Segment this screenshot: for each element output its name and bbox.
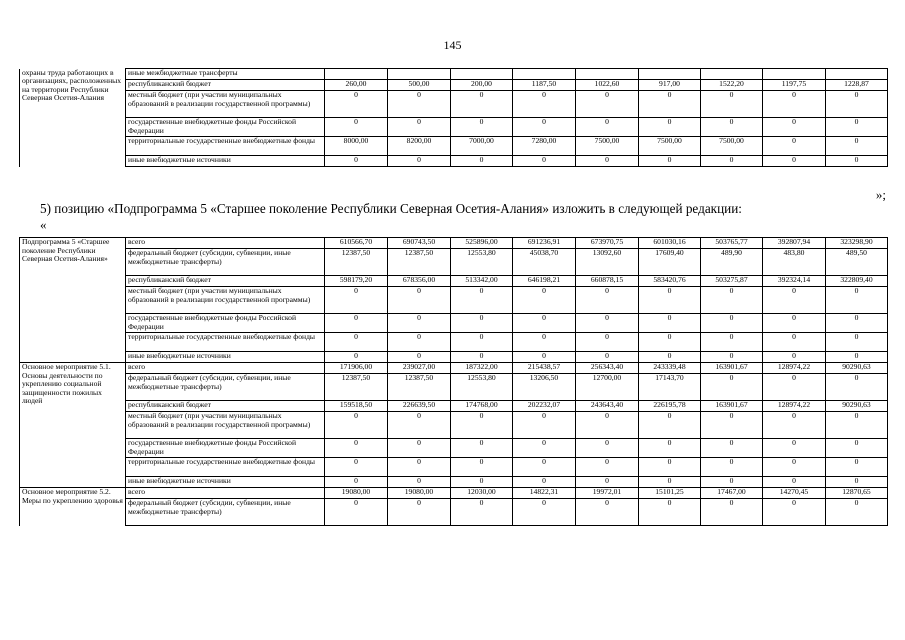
amount-cell: 0 [763, 477, 826, 488]
amount-cell: 392807,94 [763, 238, 826, 249]
amount-cell: 12387,50 [388, 374, 451, 401]
amount-cell: 243643,40 [576, 401, 639, 412]
amount-cell: 0 [325, 439, 388, 458]
amount-cell: 15101,25 [639, 488, 701, 499]
amount-cell: 0 [451, 314, 513, 333]
amount-cell: 489,50 [826, 249, 888, 276]
amount-cell: 7500,00 [701, 137, 763, 156]
amount-cell: 0 [451, 412, 513, 439]
table-row [20, 352, 888, 363]
amount-cell: 0 [639, 314, 701, 333]
amount-cell: 0 [763, 333, 826, 352]
amount-cell [451, 69, 513, 80]
amount-cell: 12030,00 [451, 488, 513, 499]
amount-cell: 0 [701, 499, 763, 526]
amount-cell: 691236,91 [513, 238, 576, 249]
amount-cell: 12387,50 [325, 374, 388, 401]
amount-cell: 12700,00 [576, 374, 639, 401]
program-name-cell: охраны труда работающих в организациях, расположенных на территории Республики Северная Осетия-Алания [20, 69, 126, 167]
amount-cell: 0 [576, 477, 639, 488]
table-row [20, 91, 888, 118]
budget-table-subprogram-5 [19, 237, 888, 526]
amount-cell: 0 [826, 333, 888, 352]
table-row [20, 363, 888, 374]
amount-cell: 0 [763, 156, 826, 167]
amount-cell: 0 [826, 477, 888, 488]
amount-cell: 128974,22 [763, 401, 826, 412]
amount-cell: 0 [576, 439, 639, 458]
amount-cell: 12387,50 [388, 249, 451, 276]
amount-cell: 0 [513, 412, 576, 439]
amount-cell: 0 [826, 118, 888, 137]
amount-cell: 583420,76 [639, 276, 701, 287]
amount-cell: 0 [639, 352, 701, 363]
amount-cell: 215438,57 [513, 363, 576, 374]
funding-source-cell: всего [126, 363, 325, 374]
amount-cell: 0 [576, 156, 639, 167]
funding-source-cell: республиканский бюджет [126, 401, 325, 412]
amount-cell: 0 [826, 499, 888, 526]
amount-cell: 0 [576, 314, 639, 333]
amount-cell: 0 [639, 412, 701, 439]
amount-cell: 0 [513, 287, 576, 314]
amount-cell: 513342,00 [451, 276, 513, 287]
amount-cell: 8000,00 [325, 137, 388, 156]
amount-cell: 200,00 [451, 80, 513, 91]
amount-cell: 0 [639, 477, 701, 488]
table-row [20, 287, 888, 314]
amount-cell: 0 [513, 91, 576, 118]
amount-cell: 0 [826, 458, 888, 477]
amount-cell: 503765,77 [701, 238, 763, 249]
funding-source-cell: иные внебюджетные источники [126, 156, 325, 167]
table-row [20, 499, 888, 526]
table-row [20, 374, 888, 401]
amount-cell: 7000,00 [451, 137, 513, 156]
amount-cell: 14270,45 [763, 488, 826, 499]
amount-cell: 0 [763, 439, 826, 458]
closing-quote-mark: »; [875, 187, 886, 202]
funding-source-cell: федеральный бюджет (субсидии, субвенции, иные межбюджетные трансферты) [126, 249, 325, 276]
amount-cell: 678356,00 [388, 276, 451, 287]
amount-cell [513, 69, 576, 80]
amount-cell: 19080,00 [325, 488, 388, 499]
amount-cell: 322809,40 [826, 276, 888, 287]
amount-cell [639, 69, 701, 80]
table-row [20, 439, 888, 458]
amount-cell: 0 [325, 333, 388, 352]
table-row [20, 401, 888, 412]
table-row [20, 249, 888, 276]
amount-cell: 0 [763, 412, 826, 439]
amount-cell: 159518,50 [325, 401, 388, 412]
amount-cell: 7500,00 [639, 137, 701, 156]
amount-cell: 0 [388, 352, 451, 363]
amount-cell: 0 [826, 156, 888, 167]
amount-cell: 525896,00 [451, 238, 513, 249]
program-name-cell: Подпрограмма 5 «Старшее поколение Республики Северная Осетия-Алания» [20, 238, 126, 363]
amount-cell: 0 [451, 118, 513, 137]
table-row [20, 276, 888, 287]
amount-cell: 0 [388, 412, 451, 439]
funding-source-cell: государственные внебюджетные фонды Российской Федерации [126, 439, 325, 458]
amount-cell: 0 [826, 374, 888, 401]
amount-cell: 0 [701, 439, 763, 458]
amount-cell: 0 [763, 314, 826, 333]
amount-cell: 0 [388, 499, 451, 526]
amount-cell: 256343,40 [576, 363, 639, 374]
amount-cell [701, 69, 763, 80]
amount-cell: 0 [639, 118, 701, 137]
amount-cell: 0 [763, 374, 826, 401]
amount-cell: 610566,70 [325, 238, 388, 249]
amount-cell: 12553,80 [451, 249, 513, 276]
amount-cell: 174768,00 [451, 401, 513, 412]
amount-cell: 1022,60 [576, 80, 639, 91]
amount-cell: 0 [639, 333, 701, 352]
amount-cell: 0 [576, 91, 639, 118]
table-row [20, 458, 888, 477]
amount-cell: 0 [513, 499, 576, 526]
amount-cell [763, 69, 826, 80]
table-row [20, 137, 888, 156]
funding-source-cell: иные внебюджетные источники [126, 477, 325, 488]
amount-cell: 0 [451, 333, 513, 352]
table-row [20, 69, 888, 80]
table-row [20, 314, 888, 333]
amount-cell: 0 [701, 287, 763, 314]
funding-source-cell: республиканский бюджет [126, 80, 325, 91]
amount-cell: 0 [513, 314, 576, 333]
amount-cell: 0 [451, 287, 513, 314]
amount-cell: 0 [576, 412, 639, 439]
amount-cell: 226639,50 [388, 401, 451, 412]
opening-quote-mark: « [40, 217, 47, 232]
amount-cell: 12870,65 [826, 488, 888, 499]
amount-cell: 0 [639, 439, 701, 458]
amount-cell: 0 [325, 287, 388, 314]
amount-cell: 90290,63 [826, 363, 888, 374]
amount-cell: 0 [826, 439, 888, 458]
funding-source-cell: местный бюджет (при участии муниципальных образований в реализации государственной программы) [126, 412, 325, 439]
amount-cell: 0 [639, 287, 701, 314]
budget-table-continuation [19, 68, 888, 167]
amount-cell: 0 [701, 477, 763, 488]
amount-cell: 0 [325, 412, 388, 439]
funding-source-cell: республиканский бюджет [126, 276, 325, 287]
amendment-instruction: 5) позицию «Подпрограмма 5 «Старшее поколение Республики Северная Осетия-Алания» изложить в следующей редакции: [40, 201, 742, 216]
amount-cell: 0 [513, 352, 576, 363]
amount-cell: 392324,14 [763, 276, 826, 287]
amount-cell [826, 69, 888, 80]
amount-cell: 0 [826, 314, 888, 333]
amount-cell: 0 [826, 91, 888, 118]
amount-cell: 598179,20 [325, 276, 388, 287]
amount-cell [388, 69, 451, 80]
table-row [20, 156, 888, 167]
amount-cell: 128974,22 [763, 363, 826, 374]
amount-cell: 0 [388, 439, 451, 458]
amount-cell: 7500,00 [576, 137, 639, 156]
amount-cell: 0 [826, 287, 888, 314]
amount-cell: 503275,87 [701, 276, 763, 287]
amount-cell: 0 [763, 287, 826, 314]
funding-source-cell: иные внебюджетные источники [126, 352, 325, 363]
amount-cell: 0 [576, 333, 639, 352]
amount-cell: 0 [513, 333, 576, 352]
amount-cell: 0 [513, 118, 576, 137]
amount-cell: 0 [388, 458, 451, 477]
amount-cell: 187322,00 [451, 363, 513, 374]
funding-source-cell: территориальные государственные внебюджетные фонды [126, 137, 325, 156]
amount-cell: 0 [388, 118, 451, 137]
amount-cell: 202232,07 [513, 401, 576, 412]
amount-cell: 12553,80 [451, 374, 513, 401]
amount-cell: 19080,00 [388, 488, 451, 499]
amount-cell: 0 [576, 499, 639, 526]
amount-cell: 0 [701, 374, 763, 401]
amount-cell: 0 [576, 352, 639, 363]
funding-source-cell: всего [126, 488, 325, 499]
amount-cell: 1187,50 [513, 80, 576, 91]
amount-cell: 0 [388, 477, 451, 488]
funding-source-cell: государственные внебюджетные фонды Российской Федерации [126, 118, 325, 137]
amount-cell: 12387,50 [325, 249, 388, 276]
amount-cell: 226195,78 [639, 401, 701, 412]
amount-cell: 0 [763, 458, 826, 477]
table-row [20, 477, 888, 488]
amount-cell: 13206,50 [513, 374, 576, 401]
amount-cell: 0 [763, 137, 826, 156]
table-row [20, 488, 888, 499]
table-row [20, 118, 888, 137]
amount-cell: 17143,70 [639, 374, 701, 401]
amount-cell: 0 [513, 439, 576, 458]
amount-cell: 0 [826, 412, 888, 439]
amount-cell: 489,90 [701, 249, 763, 276]
amount-cell: 483,80 [763, 249, 826, 276]
amount-cell [325, 69, 388, 80]
funding-source-cell: территориальные государственные внебюджетные фонды [126, 458, 325, 477]
amount-cell: 323298,90 [826, 238, 888, 249]
amount-cell: 0 [826, 352, 888, 363]
amount-cell: 7280,00 [513, 137, 576, 156]
amount-cell: 646198,21 [513, 276, 576, 287]
amount-cell: 0 [639, 499, 701, 526]
amount-cell: 163901,67 [701, 401, 763, 412]
amount-cell: 0 [388, 333, 451, 352]
amount-cell: 917,00 [639, 80, 701, 91]
funding-source-cell: территориальные государственные внебюджетные фонды [126, 333, 325, 352]
amount-cell: 0 [701, 458, 763, 477]
amount-cell: 660878,15 [576, 276, 639, 287]
amount-cell: 14822,31 [513, 488, 576, 499]
amount-cell: 0 [451, 458, 513, 477]
amount-cell: 0 [325, 352, 388, 363]
amount-cell: 0 [325, 499, 388, 526]
amount-cell: 0 [639, 156, 701, 167]
amount-cell: 0 [701, 314, 763, 333]
amount-cell: 0 [513, 156, 576, 167]
amount-cell: 0 [451, 156, 513, 167]
amount-cell: 163901,67 [701, 363, 763, 374]
amount-cell: 0 [701, 156, 763, 167]
amount-cell: 0 [826, 137, 888, 156]
amount-cell: 239027,00 [388, 363, 451, 374]
amount-cell: 673970,75 [576, 238, 639, 249]
amount-cell: 0 [325, 91, 388, 118]
amount-cell: 0 [639, 91, 701, 118]
amount-cell: 0 [639, 458, 701, 477]
amount-cell: 8200,00 [388, 137, 451, 156]
amount-cell: 0 [388, 287, 451, 314]
amount-cell: 243339,48 [639, 363, 701, 374]
amount-cell: 0 [513, 477, 576, 488]
amount-cell: 45038,70 [513, 249, 576, 276]
funding-source-cell: всего [126, 238, 325, 249]
amount-cell: 0 [576, 287, 639, 314]
amount-cell: 260,00 [325, 80, 388, 91]
amount-cell: 0 [325, 156, 388, 167]
amount-cell: 0 [325, 477, 388, 488]
amount-cell: 0 [388, 156, 451, 167]
amount-cell: 500,00 [388, 80, 451, 91]
amount-cell: 0 [701, 91, 763, 118]
amount-cell: 1522,20 [701, 80, 763, 91]
program-name-cell: Основное мероприятие 5.2. Меры по укреплению здоровья [20, 488, 126, 526]
amount-cell: 0 [325, 458, 388, 477]
table-row [20, 238, 888, 249]
amount-cell: 13092,60 [576, 249, 639, 276]
funding-source-cell: федеральный бюджет (субсидии, субвенции, иные межбюджетные трансферты) [126, 499, 325, 526]
amount-cell: 0 [388, 314, 451, 333]
funding-source-cell: федеральный бюджет (субсидии, субвенции, иные межбюджетные трансферты) [126, 374, 325, 401]
amount-cell: 1197,75 [763, 80, 826, 91]
amount-cell: 19972,01 [576, 488, 639, 499]
funding-source-cell: местный бюджет (при участии муниципальных образований в реализации государственной программы) [126, 91, 325, 118]
amount-cell: 0 [388, 91, 451, 118]
amount-cell: 0 [325, 118, 388, 137]
amount-cell: 0 [701, 352, 763, 363]
funding-source-cell: местный бюджет (при участии муниципальных образований в реализации государственной программы) [126, 287, 325, 314]
amount-cell: 0 [451, 477, 513, 488]
amount-cell: 0 [451, 91, 513, 118]
amount-cell: 0 [451, 352, 513, 363]
amount-cell: 0 [325, 314, 388, 333]
amount-cell: 0 [576, 458, 639, 477]
amount-cell: 0 [763, 352, 826, 363]
table-row [20, 333, 888, 352]
program-name-cell: Основное мероприятие 5.1. Основы деятельности по укреплению социальной защищенности пожилых людей [20, 363, 126, 488]
table-row [20, 412, 888, 439]
amount-cell [576, 69, 639, 80]
funding-source-cell: государственные внебюджетные фонды Российской Федерации [126, 314, 325, 333]
amount-cell: 690743,50 [388, 238, 451, 249]
amount-cell: 0 [576, 118, 639, 137]
funding-source-cell: иные межбюджетные трансферты [126, 69, 325, 80]
amount-cell: 0 [701, 412, 763, 439]
amount-cell: 601030,16 [639, 238, 701, 249]
amount-cell: 17609,40 [639, 249, 701, 276]
amount-cell: 0 [763, 499, 826, 526]
amount-cell: 0 [763, 91, 826, 118]
amount-cell: 0 [451, 439, 513, 458]
amount-cell: 0 [701, 118, 763, 137]
amount-cell: 0 [451, 499, 513, 526]
amount-cell: 171906,00 [325, 363, 388, 374]
page-number: 145 [443, 38, 462, 52]
amount-cell: 1228,87 [826, 80, 888, 91]
amount-cell: 0 [763, 118, 826, 137]
amount-cell: 17467,00 [701, 488, 763, 499]
amount-cell: 0 [513, 458, 576, 477]
amount-cell: 90290,63 [826, 401, 888, 412]
amount-cell: 0 [701, 333, 763, 352]
table-row [20, 80, 888, 91]
